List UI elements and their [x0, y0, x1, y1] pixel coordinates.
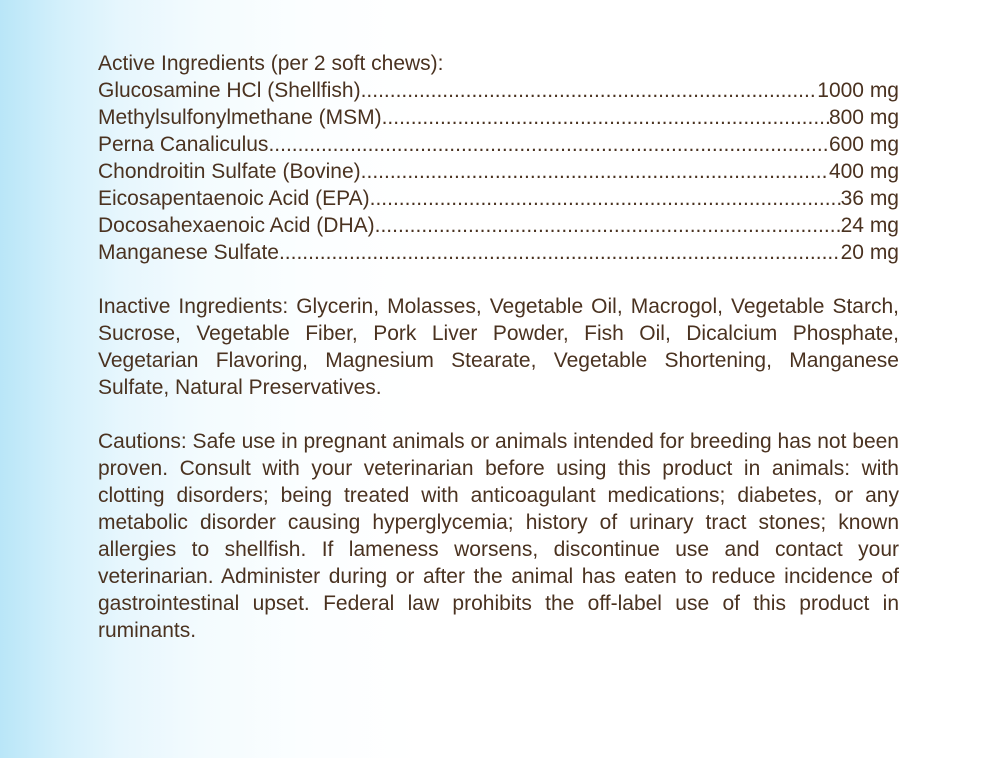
dot-leader: [279, 239, 841, 266]
dot-leader: [375, 212, 841, 239]
dot-leader: [382, 104, 829, 131]
active-ingredients-heading: Active Ingredients (per 2 soft chews):: [98, 52, 444, 75]
active-ingredients-list: [98, 77, 899, 266]
ingredient-row: [98, 104, 899, 131]
ingredient-name: Chondroitin Sulfate (Bovine): [98, 160, 361, 183]
ingredient-row: [98, 212, 899, 239]
ingredient-amount: 400 mg: [828, 160, 899, 183]
dot-leader: [370, 185, 841, 212]
ingredient-row: [98, 239, 899, 266]
ingredient-amount: 600 mg: [828, 133, 899, 156]
ingredient-amount: 800 mg: [828, 106, 899, 129]
ingredient-name: Eicosapentaenoic Acid (EPA): [98, 187, 370, 210]
ingredient-name: Perna Canaliculus: [98, 133, 269, 156]
ingredient-row: [98, 77, 899, 104]
ingredient-name: Glucosamine HCl (Shellfish): [98, 79, 361, 102]
ingredient-row: [98, 158, 899, 185]
ingredient-row: [98, 185, 899, 212]
ingredient-name: Methylsulfonylmethane (MSM): [98, 106, 382, 129]
product-label: [98, 50, 899, 644]
dot-leader: [268, 131, 829, 158]
dot-leader: [361, 77, 818, 104]
ingredient-row: [98, 131, 899, 158]
ingredient-amount: 20 mg: [840, 241, 899, 264]
inactive-ingredients-paragraph: Inactive Ingredients: Glycerin, Molasses, Vegetable Oil, Macrogol, Vegetable Starch, Sucrose, Vegetable Fiber, Pork Liver Powder, Fish Oil, Dicalcium Phosphate, Vegetarian Flavoring, Magnesium Stearate, Vegetable Shortening, Manganese Sulfate, Natural Preservatives.: [98, 295, 899, 399]
ingredient-name: Docosahexaenoic Acid (DHA): [98, 214, 375, 237]
ingredient-name: Manganese Sulfate: [98, 241, 279, 264]
cautions-paragraph: Cautions: Safe use in pregnant animals or animals intended for breeding has not been proven. Consult with your veterinarian before using this product in animals: with clotting disorders; being treated with anticoagulant medications; diabetes, or any metabolic disorder causing hyperglycemia; history of urinary tract stones; known allergies to shellfish. If lameness worsens, discontinue use and contact your veterinarian. Administer during or after the animal has eaten to reduce incidence of gastrointestinal upset. Federal law prohibits the off-label use of this product in ruminants.: [98, 430, 899, 642]
ingredient-amount: 36 mg: [840, 187, 899, 210]
section-spacer: [98, 401, 899, 428]
dot-leader: [361, 158, 829, 185]
ingredient-amount: 1000 mg: [817, 79, 899, 102]
ingredient-amount: 24 mg: [840, 214, 899, 237]
section-spacer: [98, 266, 899, 293]
